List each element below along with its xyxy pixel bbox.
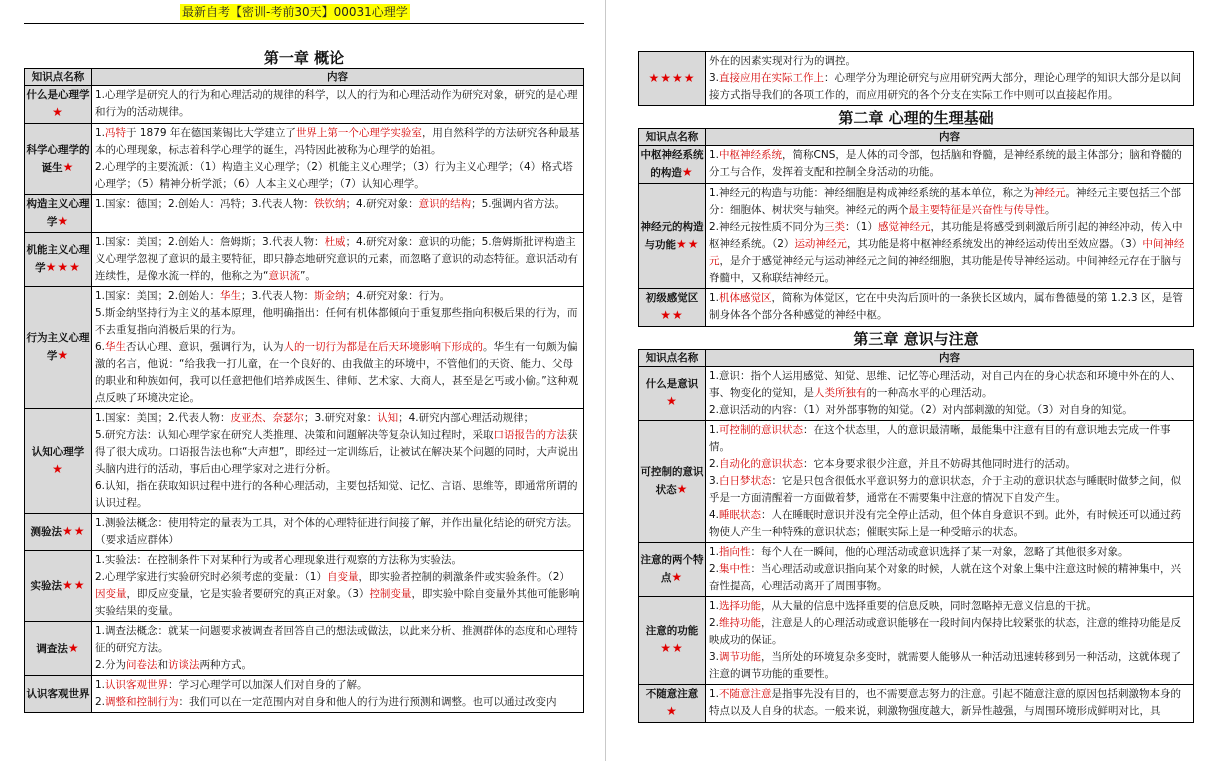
chapter-3-table bbox=[638, 349, 1194, 723]
content-text: 1.国家：德国；2.创始人：冯特；3.代表人物： bbox=[95, 198, 315, 210]
table-row bbox=[25, 195, 584, 233]
knowledge-point-name: 行为主义心理学 bbox=[26, 332, 90, 362]
knowledge-point-cell bbox=[639, 543, 706, 597]
content-text: 否认心理、意识，强调行为，认为 bbox=[126, 341, 284, 353]
content-paragraph bbox=[95, 657, 580, 674]
highlight-text: 调整和控制行为 bbox=[105, 696, 179, 708]
highlight-text: 维持功能 bbox=[719, 617, 762, 629]
content-text: ，注意是人的心理活动或意识能够在一段时间内保持比较紧张的状态，注意的维持功能是反映成功的保证。 bbox=[709, 617, 1182, 646]
table-header-row bbox=[25, 69, 584, 86]
importance-stars: ★★ bbox=[61, 578, 86, 592]
table-row bbox=[25, 409, 584, 514]
content-text: ，其功能是将感受到刺激后所引起的神经冲动，传入中枢神经系统。（2） bbox=[709, 221, 1183, 250]
highlight-text: 直接应用在实际工作上 bbox=[719, 72, 825, 84]
table-row bbox=[639, 52, 1194, 106]
content-text: 1. bbox=[709, 292, 720, 304]
table-row bbox=[639, 367, 1194, 421]
content-cell bbox=[92, 233, 584, 287]
knowledge-point-name: 什么是意识 bbox=[645, 378, 699, 390]
content-text: ；4.研究对象： bbox=[345, 198, 419, 210]
knowledge-point-cell bbox=[25, 676, 92, 713]
content-paragraph bbox=[709, 368, 1190, 402]
highlight-text: 人类所独有 bbox=[814, 387, 867, 399]
header-content: 内容 bbox=[92, 69, 584, 86]
content-text: 1.国家：美国；2.代表人物： bbox=[95, 412, 231, 424]
content-cell bbox=[92, 409, 584, 514]
table-row bbox=[639, 597, 1194, 685]
content-text: ；4.研究对象：意识的功能；5.詹姆斯批评构造主义心理学忽视了意识的最主要特征，即只静态地研究意识的元素，而忽略了意识的动态特征。意识活动有连续性，是像水流一样的，他称之为“ bbox=[95, 236, 578, 282]
knowledge-point-cell bbox=[639, 597, 706, 685]
highlight-text: 冯特 bbox=[105, 127, 127, 139]
highlight-text: 铁钦纳 bbox=[314, 198, 346, 210]
table-row bbox=[25, 86, 584, 124]
chapter-2-title: 第二章 心理的生理基础 bbox=[838, 109, 994, 127]
knowledge-point-cell bbox=[639, 367, 706, 421]
content-text: 4. bbox=[709, 509, 720, 521]
highlight-text: 华生 bbox=[105, 341, 127, 353]
knowledge-point-name: 注意的两个特点 bbox=[640, 554, 704, 584]
content-text: 1.测验法概念：使用特定的量表为工具，对个体的心理特征进行间接了解，并作出量化结论的研究方法。（要求适应群体） bbox=[95, 517, 578, 546]
content-text: 5.斯金纳坚持行为主义的基本原理，他明确指出：任何有机体都倾向于重复那些指向积极后果的行为，而不去重复指向消极后果的行为。 bbox=[95, 307, 578, 336]
content-text: ：当心理活动或意识指向某个对象的时候，人就在这个对象上集中注意这时候的精神集中，兴奋性提高，心理活动离开了周围事物。 bbox=[709, 563, 1182, 592]
content-text: 1.实验法：在控制条件下对某种行为或者心理现象进行观察的方法称为实验法。 bbox=[95, 554, 463, 566]
content-text: ：我们可以在一定范围内对自身和他人的行为进行预测和调整。也可以通过改变内 bbox=[178, 696, 557, 708]
content-text: 于 1879 年在德国莱锡比大学建立了 bbox=[126, 127, 296, 139]
knowledge-point-name: 构造主义心理学 bbox=[26, 198, 90, 228]
table-row bbox=[639, 184, 1194, 289]
content-text: ：每个人在一瞬间，他的心理活动或意识选择了某一对象，忽略了其他很多对象。 bbox=[750, 546, 1129, 558]
knowledge-point-name: 认识客观世界 bbox=[26, 687, 90, 700]
highlight-text: 可控制的意识状态 bbox=[719, 424, 804, 436]
highlight-text: 华生 bbox=[220, 290, 242, 302]
content-paragraph bbox=[709, 53, 1190, 70]
header-knowledge-point: 知识点名称 bbox=[639, 350, 706, 367]
content-text: ，是介于感觉神经元与运动神经元之间的神经细胞，其功能是传导神经运动。中间神经元存在于脑与脊髓中，又称联结神经元。 bbox=[709, 255, 1182, 284]
content-text: ：（1） bbox=[845, 221, 878, 233]
highlight-text: 自动化的意识状态 bbox=[719, 458, 804, 470]
table-row bbox=[639, 685, 1194, 723]
knowledge-point-cell bbox=[25, 514, 92, 551]
table-row bbox=[25, 124, 584, 195]
highlight-text: 认知 bbox=[377, 412, 399, 424]
content-paragraph bbox=[709, 422, 1190, 456]
table-row bbox=[25, 287, 584, 409]
content-paragraph bbox=[709, 598, 1190, 615]
importance-stars: ★★★ bbox=[45, 260, 81, 274]
highlight-text: 集中性 bbox=[719, 563, 751, 575]
header-content: 内容 bbox=[706, 129, 1194, 146]
importance-stars: ★ bbox=[681, 165, 694, 179]
chapter-1-table bbox=[24, 68, 584, 713]
highlight-text: 指向性 bbox=[719, 546, 751, 558]
importance-stars: ★ bbox=[676, 482, 689, 496]
content-text: 2.分为 bbox=[95, 659, 127, 671]
highlight-text: 因变量 bbox=[95, 588, 127, 600]
content-cell bbox=[92, 676, 584, 713]
importance-stars: ★★ bbox=[61, 524, 86, 538]
chapter-3-title: 第三章 意识与注意 bbox=[853, 330, 979, 348]
content-text: ：心理学分为理论研究与应用研究两大部分，理论心理学的知识大部分是以间接方式指导我们的各项工作的，而应用研究的各个分支在实际工作中则可以直接起作用。 bbox=[709, 72, 1182, 101]
content-cell bbox=[706, 597, 1194, 685]
content-text: 。华生有一句颇为偏激的名言，他说：“给我我一打儿童，在一个良好的、由我做主的环境中，不管他们的天资、能力、父母的职业和种族如何，我可以任意把他们培养成医生、律师、艺术家、大商人，甚至是乞丐或小偷。”这种观点反映了环境决定论。 bbox=[95, 341, 579, 404]
content-paragraph bbox=[95, 234, 580, 285]
content-text: ；4.研究对象：行为。 bbox=[345, 290, 451, 302]
content-text: ；3.代表人物： bbox=[241, 290, 315, 302]
content-paragraph bbox=[95, 694, 580, 711]
content-paragraph bbox=[95, 125, 580, 159]
knowledge-point-name: 中枢神经系统的构造 bbox=[640, 149, 704, 179]
highlight-text: 白日梦状态 bbox=[719, 475, 772, 487]
highlight-text: 中间神经元 bbox=[709, 238, 1185, 267]
importance-stars: ★ bbox=[57, 348, 70, 362]
content-text: ；3.研究对象： bbox=[304, 412, 378, 424]
content-text: 2.意识活动的内容：（1）对外部事物的知觉。（2）对内部刺激的知觉。（3）对自身的知觉。 bbox=[709, 404, 1133, 416]
content-text: 的一种高水平的心理活动。 bbox=[866, 387, 993, 399]
content-text: 1. bbox=[709, 688, 720, 700]
content-paragraph bbox=[709, 544, 1190, 561]
highlight-text: 中枢神经系统 bbox=[719, 149, 783, 161]
knowledge-point-cell bbox=[639, 421, 706, 543]
content-paragraph bbox=[95, 677, 580, 694]
table-row bbox=[25, 233, 584, 287]
content-paragraph bbox=[95, 552, 580, 569]
chapter-1-rows bbox=[25, 86, 584, 713]
knowledge-point-name: 机能主义心理学 bbox=[26, 244, 90, 274]
knowledge-point-cell bbox=[25, 86, 92, 124]
table-row bbox=[25, 514, 584, 551]
knowledge-point-name: 可控制的意识状态 bbox=[640, 466, 704, 496]
highlight-text: 感觉神经元 bbox=[877, 221, 931, 233]
knowledge-point-cell bbox=[25, 195, 92, 233]
content-text: ：它是只包含很低水平意识努力的意识状态，介于主动的意识状态与睡眠时做梦之间，似乎是一方面清醒着一方面做着梦，通常在不需要集中注意的情况下自发产生。 bbox=[709, 475, 1182, 504]
content-text: 2. bbox=[709, 458, 720, 470]
content-text: ；5.强调内省方法。 bbox=[471, 198, 566, 210]
content-cell bbox=[706, 289, 1194, 327]
content-text: 。神经元主要包括三个部分：细胞体、树状突与轴突。神经元的两个 bbox=[709, 187, 1182, 216]
content-text: 3. bbox=[709, 651, 720, 663]
content-cell bbox=[706, 184, 1194, 289]
content-text: 1. bbox=[709, 600, 720, 612]
content-paragraph bbox=[709, 290, 1190, 324]
content-text: 两种方式。 bbox=[199, 659, 253, 671]
table-row bbox=[639, 543, 1194, 597]
content-text: 1. bbox=[709, 149, 720, 161]
content-cell bbox=[706, 367, 1194, 421]
content-text: 1.国家：美国；2.创始人：詹姆斯；3.代表人物： bbox=[95, 236, 325, 248]
knowledge-point-name: 神经元的构造与功能 bbox=[640, 220, 704, 251]
table-header-row bbox=[639, 129, 1194, 146]
content-text: ，用自然科学的方法研究各种最基本的心理现象，标志着科学心理学的诞生，冯特因此被称为心理学的始祖。 bbox=[95, 127, 580, 156]
table-row bbox=[25, 551, 584, 622]
chapter-2-table bbox=[638, 128, 1194, 327]
knowledge-point-cell bbox=[25, 551, 92, 622]
knowledge-point-name: 科学心理学的诞生 bbox=[26, 143, 90, 174]
importance-stars: ★ bbox=[62, 159, 75, 174]
highlight-text: 意识的结构 bbox=[418, 198, 472, 210]
content-text: 6. bbox=[95, 341, 106, 353]
table-row bbox=[25, 676, 584, 713]
content-cell bbox=[706, 543, 1194, 597]
content-text: 1.神经元的构造与功能：神经细胞是构成神经系统的基本单位，称之为 bbox=[709, 187, 1035, 199]
content-text: 1.国家：美国；2.创始人： bbox=[95, 290, 221, 302]
content-text: 1.心理学是研究人的行为和心理活动的规律的科学，以人的行为和心理活动作为研究对象，研究的是心理和行为的活动规律。 bbox=[95, 89, 578, 118]
highlight-text: 认识客观世界 bbox=[105, 679, 169, 691]
content-paragraph bbox=[709, 402, 1190, 419]
content-paragraph bbox=[95, 478, 580, 512]
table-row bbox=[639, 289, 1194, 327]
content-text: ，即实验者控制的刺激条件或实验条件。（2） bbox=[358, 571, 570, 583]
content-text: 2. bbox=[95, 696, 106, 708]
content-text: 1. bbox=[95, 127, 106, 139]
highlight-text: 运动神经元 bbox=[794, 238, 847, 250]
content-text: ，即反应变量，它是实验者要研究的真正对象。（3） bbox=[126, 588, 370, 600]
content-text: 。 bbox=[1045, 204, 1056, 216]
importance-stars: ★★ bbox=[675, 236, 700, 251]
chapter-3-rows bbox=[639, 367, 1194, 723]
content-text: ：它本身要求很少注意，并且不妨碍其他同时进行的活动。 bbox=[803, 458, 1077, 470]
content-paragraph bbox=[709, 185, 1190, 219]
content-text: ，简称CNS，是人体的司令部，包括脑和脊髓，是神经系统的最主体部分；脑和脊髓的分工与合作，发挥着支配和控制全身活动的功能。 bbox=[709, 149, 1182, 178]
content-paragraph bbox=[709, 615, 1190, 649]
importance-stars: ★ bbox=[666, 394, 678, 408]
highlight-text: 斯金纳 bbox=[314, 290, 346, 302]
content-text: 2. bbox=[709, 617, 720, 629]
knowledge-point-name: 什么是心理学 bbox=[26, 89, 90, 101]
content-text: ”。 bbox=[299, 270, 316, 282]
content-paragraph bbox=[95, 515, 580, 549]
importance-stars: ★★ bbox=[660, 308, 684, 322]
highlight-text: 控制变量 bbox=[369, 588, 412, 600]
highlight-text: 问卷法 bbox=[126, 659, 158, 671]
table-row bbox=[639, 421, 1194, 543]
content-text: 2.心理学的主要流派：（1）构造主义心理学；（2）机能主义心理学；（3）行为主义心理学；（4）格式塔心理学；（5）精神分析学派；（6）人本主义心理学；（7）认知心理学。 bbox=[95, 161, 573, 190]
header-content: 内容 bbox=[706, 350, 1194, 367]
knowledge-point-cell bbox=[639, 685, 706, 723]
content-text: 和 bbox=[157, 659, 169, 671]
knowledge-point-cell bbox=[25, 124, 92, 195]
content-text: ，即实验中除自变量外其他可能影响实验结果的变量。 bbox=[95, 588, 580, 617]
highlight-text: 调节功能 bbox=[719, 651, 762, 663]
header-knowledge-point: 知识点名称 bbox=[639, 129, 706, 146]
content-text: 3. bbox=[709, 475, 720, 487]
highlight-text: 口语报告的方法 bbox=[493, 429, 568, 441]
content-text: 3. bbox=[709, 72, 720, 84]
importance-stars: ★ bbox=[52, 105, 64, 119]
content-cell bbox=[706, 685, 1194, 723]
content-text: 获得了很大成功。口语报告法也称“大声想”，即经过一定训练后，让被试在解决某个问题的同时，大声说出头脑内进行的活动，事后由心理学家对之进行分析。 bbox=[95, 429, 579, 475]
highlight-text: 意识流 bbox=[268, 270, 300, 282]
content-text: 2.心理学家进行实验研究时必须考虑的变量：（1） bbox=[95, 571, 327, 583]
content-cell bbox=[92, 622, 584, 676]
content-cell bbox=[706, 52, 1194, 106]
right-page-content bbox=[638, 51, 1194, 723]
content-text: 2.神经元按性质不同分为 bbox=[709, 221, 825, 233]
content-paragraph bbox=[709, 70, 1190, 104]
highlight-text: 杜威 bbox=[324, 236, 346, 248]
highlight-text: 人的一切行为都是在后天环境影响下形成的 bbox=[283, 341, 484, 353]
content-paragraph bbox=[709, 686, 1190, 720]
content-text: ，从大量的信息中选择重要的信息反映，同时忽略掉无意义信息的干扰。 bbox=[761, 600, 1098, 612]
table-row bbox=[639, 146, 1194, 184]
content-paragraph bbox=[709, 473, 1190, 507]
content-cell bbox=[92, 195, 584, 233]
knowledge-point-cell bbox=[25, 287, 92, 409]
highlight-text: 睡眠状态 bbox=[719, 509, 762, 521]
content-text: 是指事先没有目的，也不需要意志努力的注意。引起不随意注意的原因包括刺激物本身的特点以及人自身的状态。一般来说，刺激物强度越大，新异性越强，与周围环境形成鲜明对比，具 bbox=[709, 688, 1182, 717]
knowledge-point-cell bbox=[639, 289, 706, 327]
content-cell bbox=[706, 421, 1194, 543]
knowledge-point-cell bbox=[25, 622, 92, 676]
content-text: 1. bbox=[709, 424, 720, 436]
content-text: 外在的因素实现对行为的调控。 bbox=[709, 55, 856, 67]
content-paragraph bbox=[95, 196, 580, 213]
content-paragraph bbox=[709, 507, 1190, 541]
importance-stars: ★★ bbox=[660, 641, 684, 655]
knowledge-point-name: 认知心理学 bbox=[31, 445, 85, 458]
content-text: ，简称为体觉区，它在中央沟后顶叶的一条狭长区域内，属布鲁德曼的第 1.2.3 区，是管制身体各个部分各种感觉的神经中枢。 bbox=[709, 292, 1183, 321]
highlight-text: 访谈法 bbox=[168, 659, 200, 671]
knowledge-point-cell bbox=[639, 146, 706, 184]
content-paragraph bbox=[95, 410, 580, 427]
content-text: 1.意识：指个人运用感觉、知觉、思维、记忆等心理活动，对自己内在的身心状态和环境中外在的人、事、物变化的觉知，是 bbox=[709, 370, 1182, 399]
content-paragraph bbox=[709, 561, 1190, 595]
content-paragraph bbox=[95, 288, 580, 305]
content-paragraph bbox=[709, 649, 1190, 683]
highlight-text: 选择功能 bbox=[719, 600, 762, 612]
knowledge-point-name: 测验法 bbox=[30, 526, 62, 538]
table-row bbox=[25, 622, 584, 676]
importance-stars: ★ bbox=[671, 570, 684, 584]
knowledge-point-name: 调查法 bbox=[36, 642, 68, 655]
document-page-right bbox=[610, 0, 1208, 761]
content-paragraph bbox=[95, 305, 580, 339]
content-paragraph bbox=[95, 159, 580, 193]
content-text: 6.认知，指在获取知识过程中进行的各种心理活动，主要包括知觉、记忆、言语、思维等，即通常所谓的认识过程。 bbox=[95, 480, 578, 509]
content-text: 1. bbox=[709, 546, 720, 558]
knowledge-point-cell bbox=[25, 409, 92, 514]
content-paragraph bbox=[95, 427, 580, 478]
importance-stars: ★ bbox=[52, 461, 64, 476]
document-header: 最新自考【密训-考前30天】00031心理学 bbox=[182, 5, 408, 19]
continued-table bbox=[638, 51, 1194, 106]
content-cell bbox=[92, 86, 584, 124]
knowledge-point-name: 初级感觉区 bbox=[645, 292, 699, 304]
content-paragraph bbox=[95, 339, 580, 407]
page-divider bbox=[605, 0, 606, 761]
content-text: ；4.研究内部心理活动规律； bbox=[398, 412, 535, 424]
knowledge-point-name: 不随意注意 bbox=[645, 688, 699, 700]
content-cell bbox=[92, 551, 584, 622]
content-paragraph bbox=[709, 456, 1190, 473]
content-text: ：在这个状态里，人的意识最清晰，最能集中注意有目的有意识地去完成一件事情。 bbox=[709, 424, 1171, 453]
header-knowledge-point: 知识点名称 bbox=[25, 69, 92, 86]
header-rule bbox=[24, 23, 584, 24]
content-text: ：学习心理学可以加深人们对自身的了解。 bbox=[168, 679, 368, 691]
table-header-row bbox=[639, 350, 1194, 367]
highlight-text: 机体感觉区 bbox=[719, 292, 772, 304]
highlight-text: 世界上第一个心理学实验室 bbox=[295, 127, 422, 139]
content-paragraph bbox=[709, 147, 1190, 181]
highlight-text: 自变量 bbox=[326, 571, 359, 583]
content-text: ，其功能是将中枢神经系统发出的神经运动传出至效应器。（3） bbox=[846, 238, 1143, 250]
importance-stars: ★★★★ bbox=[648, 70, 696, 85]
content-text: 1. bbox=[95, 679, 106, 691]
content-cell bbox=[706, 146, 1194, 184]
highlight-text: 三类 bbox=[824, 221, 846, 233]
knowledge-point-cell bbox=[25, 233, 92, 287]
highlight-text: 皮亚杰、奈瑟尔 bbox=[230, 412, 305, 424]
knowledge-point-cell bbox=[639, 52, 706, 106]
content-paragraph bbox=[95, 623, 580, 657]
importance-stars: ★ bbox=[666, 704, 678, 718]
knowledge-point-cell bbox=[639, 184, 706, 289]
content-text: ，当所处的环境复杂多变时，就需要人能够从一种活动迅速转移到另一种活动，这就体现了注意的调节功能的重要性。 bbox=[709, 651, 1182, 680]
content-text: 5.研究方法：认知心理学家在研究人类推理、决策和问题解决等复杂认知过程时，采取 bbox=[95, 429, 494, 441]
chapter-1-title: 第一章 概论 bbox=[263, 49, 345, 67]
highlight-text: 神经元 bbox=[1034, 187, 1066, 199]
knowledge-point-name: 注意的功能 bbox=[645, 625, 699, 637]
importance-stars: ★ bbox=[67, 640, 80, 655]
chapter-1-section bbox=[24, 48, 584, 713]
content-text: 1.调查法概念：就某一问题要求被调查者回答自己的想法或做法，以此来分析、推测群体的态度和心理特征的研究方法。 bbox=[95, 625, 578, 654]
content-cell bbox=[92, 514, 584, 551]
content-cell bbox=[92, 287, 584, 409]
content-paragraph bbox=[95, 87, 580, 121]
importance-stars: ★ bbox=[57, 214, 70, 228]
content-cell bbox=[92, 124, 584, 195]
content-text: 2. bbox=[709, 563, 720, 575]
highlight-text: 不随意注意 bbox=[719, 688, 772, 700]
content-paragraph bbox=[709, 219, 1190, 287]
knowledge-point-name: 实验法 bbox=[30, 580, 62, 592]
chapter-2-rows bbox=[639, 146, 1194, 327]
content-paragraph bbox=[95, 569, 580, 620]
content-text: ：人在睡眠时意识并没有完全停止活动，但个体自身意识不到。此外，有时候还可以通过药物使人产生一种特殊的意识状态；催眠实际上是一种受暗示的状态。 bbox=[709, 509, 1182, 538]
highlight-text: 最主要特征是兴奋性与传导性 bbox=[908, 204, 1045, 216]
